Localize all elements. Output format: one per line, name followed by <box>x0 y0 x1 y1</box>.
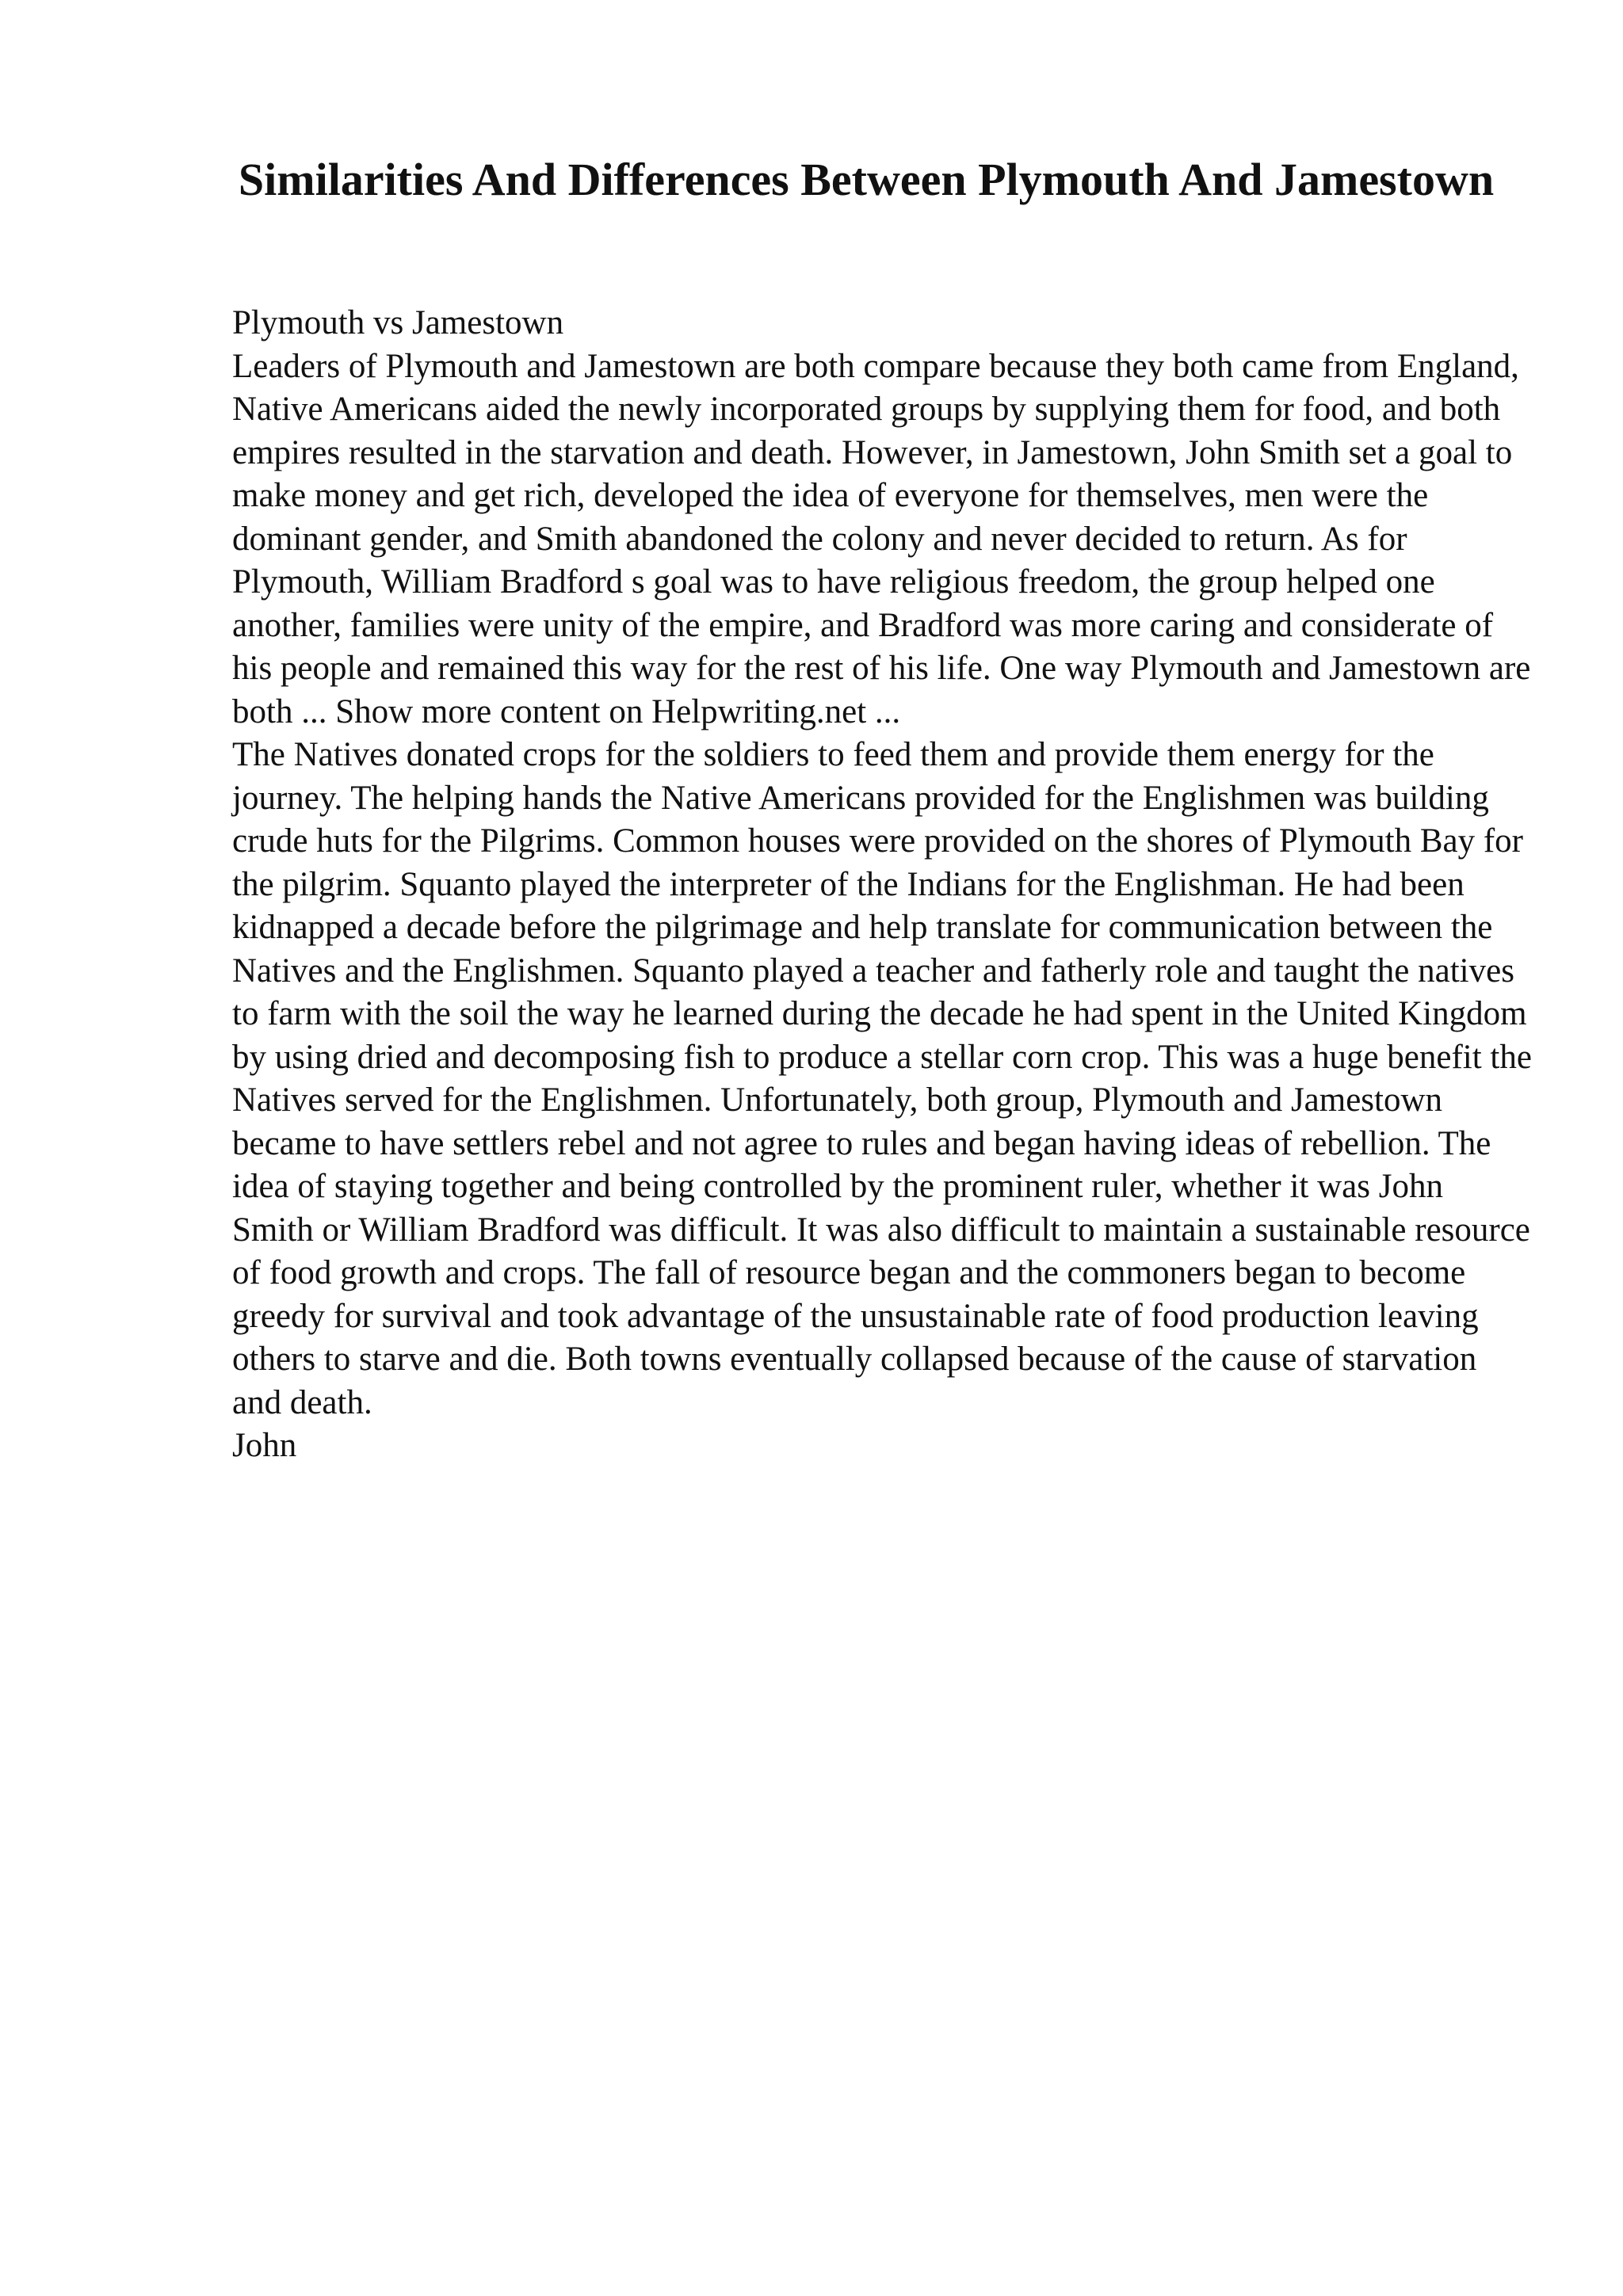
paragraph: John <box>232 1427 297 1464</box>
document-body <box>232 302 1532 1468</box>
paragraph: Leaders of Plymouth and Jamestown are both compare because they both came from England, Native Americans aided the newly incorporated groups by supplying them for food, and both empires resulted in the starvation and death. However, in Jamestown, John Smith set a goal to make money and get rich, developed the idea of everyone for themselves, men were the dominant gender, and Smith abandoned the colony and never decided to return. As for Plymouth, William Bradford s goal was to have religious freedom, the group helped one another, families were unity of the empire, and Bradford was more caring and considerate of his people and remained this way for the rest of his life. One way Plymouth and Jamestown are both ... Show more content on Helpwriting.net ... <box>232 347 1531 730</box>
paragraph: The Natives donated crops for the soldiers to feed them and provide them energy for the journey. The helping hands the Native Americans provided for the Englishmen was building crude huts for the Pilgrims. Common houses were provided on the shores of Plymouth Bay for the pilgrim. Squanto played the interpreter of the Indians for the Englishman. He had been kidnapped a decade before the pilgrimage and help translate for communication between the Natives and the Englishmen. Squanto played a teacher and fatherly role and taught the natives to farm with the soil the way he learned during the decade he had spent in the United Kingdom by using dried and decomposing fish to produce a stellar corn crop. This was a huge benefit the Natives served for the Englishmen. Unfortunately, both group, Plymouth and Jamestown became to have settlers rebel and not agree to rules and began having ideas of rebellion. The idea of staying together and being controlled by the prominent ruler, whether it was John Smith or William Bradford was difficult. It was also difficult to maintain a sustainable resource of food growth and crops. The fall of resource began and the commoners began to become greedy for survival and took advantage of the unsustainable rate of food production leaving others to starve and die. Both towns eventually collapsed because of the cause of starvation and death. <box>232 736 1532 1421</box>
document-title: Similarities And Differences Between Plymouth And Jamestown <box>238 154 1495 205</box>
subheading: Plymouth vs Jamestown <box>232 304 564 341</box>
